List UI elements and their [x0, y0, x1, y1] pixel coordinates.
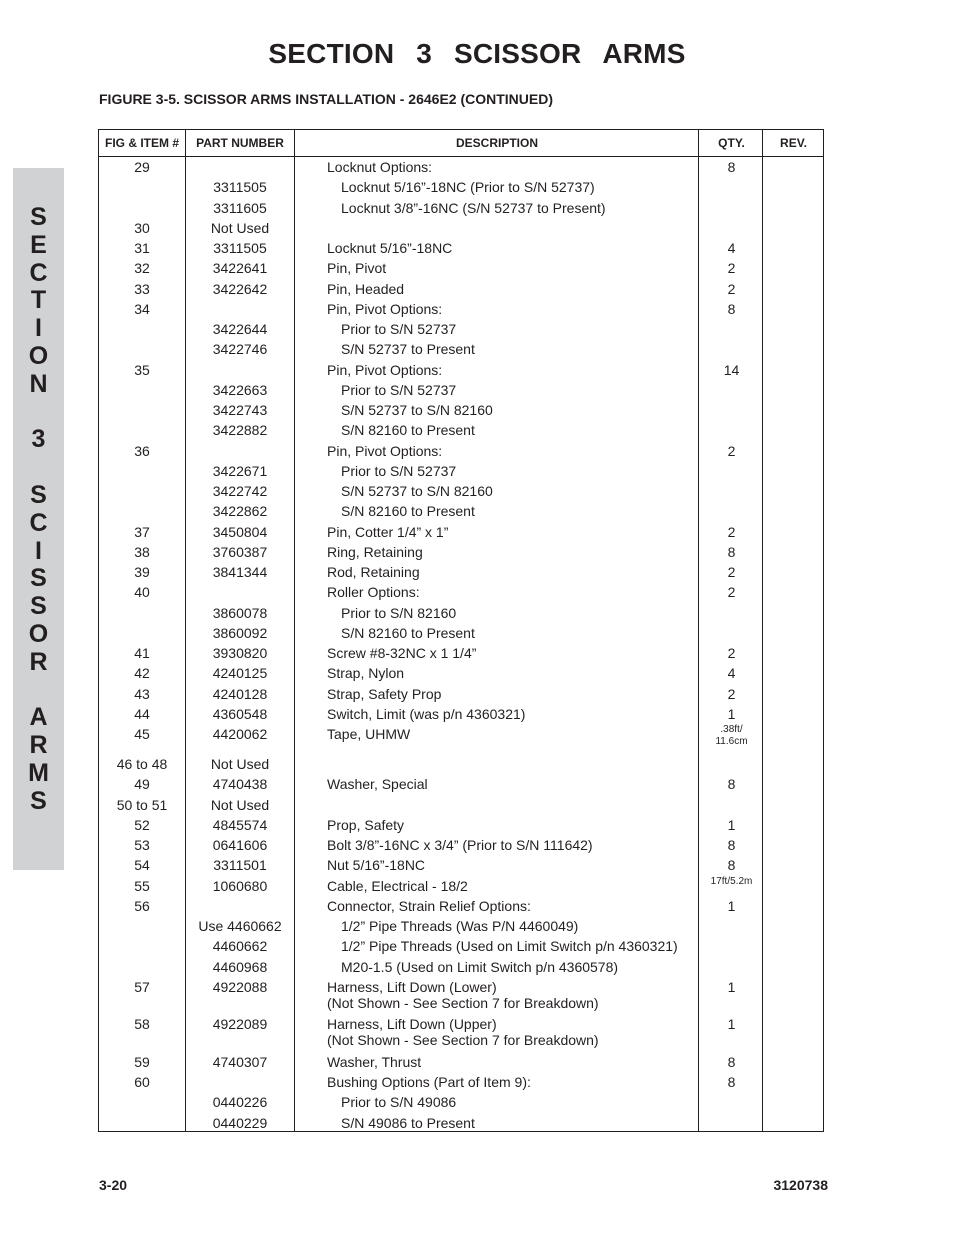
- part-number: 3422743: [212, 402, 268, 418]
- item-number: 53: [134, 837, 150, 853]
- part-number: Use 4460662: [198, 918, 282, 934]
- quantity-value: 2: [727, 645, 736, 661]
- quantity-value: 1: [727, 705, 736, 722]
- part-number: 3422882: [212, 422, 268, 439]
- description-line: Locknut Options:: [327, 159, 433, 175]
- quantity: [700, 857, 763, 873]
- part-number: 3841344: [212, 564, 268, 580]
- quantity-value: 8: [727, 1074, 736, 1090]
- description: [341, 503, 475, 519]
- description: [341, 959, 618, 975]
- side-tab-letter: I: [35, 536, 42, 565]
- quantity-value: 2: [727, 584, 736, 601]
- description: [341, 625, 475, 641]
- quantity: [700, 362, 763, 378]
- header-qty: QTY.: [718, 136, 745, 150]
- side-tab-letter: [13, 677, 64, 705]
- side-tab-letter: I: [35, 314, 42, 343]
- side-tab-letter: S: [30, 564, 47, 593]
- description-line: Harness, Lift Down (Lower): [327, 978, 497, 995]
- part-number: 3860078: [212, 604, 268, 621]
- side-tab-letter: [13, 454, 64, 482]
- description-line: Prior to S/N 52737: [341, 462, 457, 479]
- description-line: Pin, Cotter 1/4” x 1”: [327, 523, 449, 540]
- table-row: [99, 441, 823, 461]
- table-row: [99, 977, 823, 1015]
- description-line: S/N 49086 to Present: [341, 1114, 475, 1131]
- description: [341, 1094, 456, 1110]
- part-number: 3311505: [213, 240, 267, 256]
- table-row: [99, 319, 823, 339]
- description: [341, 200, 606, 216]
- table-row: [99, 815, 823, 835]
- item-number: 38: [134, 543, 150, 560]
- side-tab-letter: E: [30, 230, 47, 259]
- quantity-value: 8: [727, 300, 736, 317]
- item-number: 37: [134, 523, 150, 540]
- part-number: Not Used: [210, 796, 270, 813]
- part-number: 0641606: [212, 837, 268, 853]
- table-row: [99, 542, 823, 562]
- quantity-value: 8: [727, 857, 736, 874]
- side-tab-letter: 3: [31, 425, 46, 454]
- side-tab-letter: C: [29, 258, 48, 287]
- quantity: [700, 544, 763, 560]
- description-line: Prop, Safety: [327, 816, 405, 833]
- description: [327, 878, 468, 894]
- table-row: [99, 896, 823, 916]
- quantity: [700, 724, 763, 748]
- quantity: [700, 706, 763, 722]
- side-tab-letter: S: [30, 592, 47, 621]
- part-number: 3311501: [213, 857, 267, 874]
- description: [341, 341, 475, 357]
- quantity-value: 17ft/5.2m: [710, 875, 753, 887]
- part-number: 3422862: [212, 503, 268, 520]
- part-number: Not Used: [210, 219, 270, 236]
- description-line: Bolt 3/8”-16NC x 3/4” (Prior to S/N 111642): [327, 837, 593, 853]
- table-row: [99, 936, 823, 956]
- table-row: [99, 218, 823, 238]
- part-number: 0440226: [212, 1094, 268, 1111]
- quantity: [700, 837, 763, 853]
- description-line: Cable, Electrical - 18/2: [327, 877, 468, 894]
- description: [327, 645, 476, 661]
- description: [341, 402, 493, 418]
- description: [327, 898, 531, 914]
- quantity-value: 8: [727, 159, 736, 175]
- item-number: 60: [134, 1074, 150, 1090]
- part-number: 3860092: [212, 624, 268, 641]
- header-part-number: PART NUMBER: [196, 136, 284, 150]
- description-line: S/N 52737 to S/N 82160: [341, 483, 493, 499]
- description: [327, 706, 525, 722]
- description: [327, 1054, 421, 1070]
- description-line: Locknut 5/16”-18NC: [327, 240, 453, 256]
- table-row: [99, 1014, 823, 1052]
- quantity: [700, 301, 763, 317]
- quantity-value: 2: [727, 523, 736, 540]
- side-tab-letter: S: [30, 203, 47, 231]
- table-row: [99, 957, 823, 977]
- description: [327, 979, 599, 1011]
- table-row: [99, 1052, 823, 1072]
- description: [327, 1074, 531, 1090]
- table-row: [99, 258, 823, 278]
- part-number: 3760387: [212, 543, 268, 560]
- quantity: [700, 876, 763, 888]
- quantity: [700, 443, 763, 459]
- quantity-value: 8: [727, 837, 736, 853]
- table-row: [99, 177, 823, 197]
- quantity: [700, 979, 763, 995]
- description-line: Bushing Options (Part of Item 9):: [327, 1074, 531, 1090]
- description-line: Locknut 3/8”-16NC (S/N 52737 to Present): [341, 199, 606, 216]
- description: [327, 260, 386, 276]
- table-row: [99, 481, 823, 501]
- description: [341, 463, 456, 479]
- side-tab-letter: R: [29, 731, 48, 760]
- quantity-value: 2: [727, 564, 736, 580]
- table-row: [99, 339, 823, 359]
- description-line: Strap, Nylon: [327, 665, 405, 682]
- quantity: [700, 1054, 763, 1070]
- quantity-value: 1: [727, 897, 736, 914]
- table-row: [99, 461, 823, 481]
- table-row: [99, 380, 823, 400]
- item-number: 34: [134, 300, 150, 317]
- item-number: 41: [134, 645, 150, 661]
- quantity-value: 2: [727, 442, 736, 459]
- part-number: 3930820: [212, 645, 268, 661]
- table-row: [99, 299, 823, 319]
- description: [327, 1016, 599, 1048]
- part-number: 4740307: [212, 1053, 268, 1070]
- table-row: [99, 684, 823, 704]
- item-number: 30: [134, 219, 150, 236]
- item-number: 43: [134, 685, 150, 702]
- item-number: 54: [134, 857, 150, 874]
- quantity-value: 4: [727, 665, 736, 682]
- item-number: 31: [134, 240, 150, 256]
- table-row: [99, 562, 823, 582]
- description-line: S/N 52737 to Present: [341, 341, 475, 358]
- description: [327, 726, 410, 742]
- part-number: 4360548: [212, 705, 268, 722]
- description-line: 1/2” Pipe Threads (Used on Limit Switch p/n 4360321): [341, 938, 678, 955]
- table-row: [99, 501, 823, 521]
- side-tab-letter: M: [28, 758, 49, 787]
- description: [341, 1115, 475, 1131]
- description-line: Connector, Strain Relief Options:: [327, 897, 531, 914]
- side-tab-letter: N: [29, 369, 48, 398]
- item-number: 57: [134, 978, 150, 995]
- description: [341, 382, 456, 398]
- table-row: [99, 835, 823, 855]
- part-number: 3311505: [213, 179, 267, 196]
- table-row: [99, 704, 823, 724]
- item-number: 32: [134, 260, 150, 277]
- part-number: 3422644: [212, 321, 268, 337]
- header-rev: REV.: [780, 136, 807, 150]
- quantity: [700, 645, 763, 661]
- quantity: [700, 898, 763, 914]
- description: [341, 605, 456, 621]
- description-line: Switch, Limit (was p/n 4360321): [327, 705, 526, 722]
- description: [327, 362, 442, 378]
- item-number: 58: [134, 1016, 150, 1033]
- description: [327, 776, 428, 792]
- description: [341, 321, 456, 337]
- part-number: 4460968: [212, 958, 268, 975]
- quantity-value: 8: [727, 543, 736, 560]
- description-line: 1/2” Pipe Threads (Was P/N 4460049): [341, 918, 579, 934]
- quantity-value: 2: [727, 260, 736, 277]
- table-row: [99, 774, 823, 794]
- table-row: [99, 238, 823, 258]
- table-row: [99, 876, 823, 896]
- page-number: 3-20: [99, 1177, 128, 1193]
- description: [327, 159, 432, 175]
- item-number: 44: [134, 705, 150, 722]
- table-row: [99, 420, 823, 440]
- part-number: 4922088: [212, 978, 268, 995]
- side-tab-letter: [13, 399, 64, 427]
- table-row: [99, 279, 823, 299]
- description-line: Pin, Pivot Options:: [327, 442, 443, 459]
- item-number: 35: [134, 361, 150, 378]
- header-description: DESCRIPTION: [455, 136, 538, 150]
- quantity-value: 14: [723, 361, 740, 378]
- part-number: 4922089: [212, 1016, 268, 1033]
- quantity: [700, 159, 763, 175]
- description: [327, 301, 442, 317]
- quantity: [700, 1016, 763, 1032]
- table-row: [99, 855, 823, 875]
- description-line: S/N 82160 to Present: [341, 624, 475, 641]
- item-number: 52: [134, 816, 150, 833]
- document-number: 3120738: [773, 1177, 828, 1193]
- quantity-value: 2: [727, 685, 736, 702]
- quantity-value: 8: [727, 776, 736, 793]
- quantity: [700, 564, 763, 580]
- description: [327, 524, 448, 540]
- description: [341, 179, 595, 195]
- table-row: [99, 157, 823, 177]
- quantity-value: 1: [727, 1016, 736, 1033]
- description-line: Harness, Lift Down (Upper): [327, 1016, 497, 1033]
- quantity-metric: 11.6cm: [715, 736, 748, 747]
- quantity-value: 1: [727, 816, 736, 833]
- part-number: 3311605: [213, 199, 267, 216]
- item-number: 45: [134, 726, 150, 742]
- table-row: [99, 724, 823, 754]
- description-line: Prior to S/N 82160: [341, 604, 457, 621]
- quantity-value: 8: [727, 1053, 736, 1070]
- table-row: [99, 1072, 823, 1092]
- table-row: [99, 623, 823, 643]
- description: [327, 443, 442, 459]
- quantity: [700, 281, 763, 297]
- quantity: [700, 584, 763, 600]
- part-number: 3422671: [212, 462, 268, 479]
- description-line: Strap, Safety Prop: [327, 685, 442, 702]
- table-row: [99, 663, 823, 683]
- description: [327, 686, 441, 702]
- description-line: Washer, Special: [327, 776, 428, 793]
- quantity-value: .38ft/: [720, 724, 743, 735]
- table-row: [99, 795, 823, 815]
- part-number: 4460662: [212, 938, 268, 955]
- description-line: Pin, Pivot: [327, 260, 387, 277]
- item-number: 40: [134, 584, 150, 601]
- description-line: Rod, Retaining: [327, 564, 420, 580]
- quantity: [700, 1074, 763, 1090]
- description: [327, 240, 452, 256]
- part-number: 3422742: [212, 483, 268, 499]
- item-number: 55: [134, 877, 150, 894]
- table-row: [99, 522, 823, 542]
- table-row: [99, 916, 823, 936]
- section-side-tab: [13, 168, 64, 870]
- description: [327, 564, 420, 580]
- description: [327, 817, 404, 833]
- description: [341, 483, 493, 499]
- part-number: 4240128: [212, 685, 268, 702]
- part-number: 4740438: [212, 776, 268, 793]
- item-number: 46 to 48: [116, 756, 168, 772]
- item-number: 36: [134, 442, 150, 459]
- quantity-value: 2: [727, 280, 736, 297]
- side-tab-letter: T: [30, 286, 47, 315]
- description-line: Nut 5/16”-18NC: [327, 857, 426, 874]
- side-tab-letter: S: [30, 786, 47, 815]
- side-tab-letter: A: [29, 703, 48, 732]
- description: [341, 938, 678, 954]
- item-number: 56: [134, 897, 150, 914]
- side-tab-letter: R: [29, 647, 48, 676]
- table-row: [99, 198, 823, 218]
- item-number: 29: [134, 159, 150, 175]
- item-number: 42: [134, 665, 150, 682]
- table-row: [99, 360, 823, 380]
- header-fig-item: FIG & ITEM #: [104, 136, 179, 150]
- part-number: 0440229: [212, 1114, 268, 1131]
- side-tab-letter: O: [28, 619, 49, 648]
- figure-title: FIGURE 3-5. SCISSOR ARMS INSTALLATION - 2646E2 (CONTINUED): [99, 91, 554, 107]
- description-line: Roller Options:: [327, 584, 420, 601]
- description-line: Pin, Pivot Options:: [327, 361, 443, 378]
- quantity: [700, 524, 763, 540]
- quantity-value: 4: [727, 240, 736, 256]
- description-line: Prior to S/N 52737: [341, 381, 457, 398]
- part-number: 4240125: [212, 665, 268, 682]
- item-number: 33: [134, 280, 150, 297]
- side-tab-letter: S: [30, 480, 47, 509]
- description-line: S/N 82160 to Present: [341, 422, 475, 439]
- description: [341, 422, 475, 438]
- table-body: [99, 157, 823, 1133]
- quantity: [700, 665, 763, 681]
- description-line: Locknut 5/16”-18NC (Prior to S/N 52737): [341, 179, 595, 196]
- part-number: Not Used: [210, 756, 270, 772]
- description-line: Ring, Retaining: [327, 543, 423, 560]
- description-line: Washer, Thrust: [327, 1053, 422, 1070]
- part-number: 4420062: [212, 726, 268, 742]
- quantity: [700, 776, 763, 792]
- side-tab-letters: [13, 204, 64, 816]
- description: [327, 544, 423, 560]
- quantity: [700, 240, 763, 256]
- table-row: [99, 1092, 823, 1112]
- part-number: 3422641: [212, 260, 268, 277]
- item-number: 50 to 51: [116, 796, 168, 813]
- description: [327, 584, 420, 600]
- table-row: [99, 754, 823, 774]
- page-title: SECTION 3 SCISSOR ARMS: [268, 38, 686, 69]
- table-row: [99, 582, 823, 602]
- description-line: Prior to S/N 49086: [341, 1094, 457, 1111]
- description-line: Pin, Headed: [327, 280, 405, 297]
- description-line: S/N 52737 to S/N 82160: [341, 402, 493, 418]
- part-number: 4845574: [212, 816, 268, 833]
- description: [327, 857, 425, 873]
- side-tab-letter: C: [29, 508, 48, 537]
- description: [341, 918, 578, 934]
- description-note: (Not Shown - See Section 7 for Breakdown): [327, 994, 599, 1011]
- quantity: [700, 260, 763, 276]
- description: [327, 665, 404, 681]
- item-number: 49: [134, 776, 150, 793]
- table-row: [99, 643, 823, 663]
- quantity-value: 1: [727, 978, 736, 995]
- description: [327, 837, 593, 853]
- part-number: 1060680: [212, 877, 268, 894]
- item-number: 59: [134, 1053, 150, 1070]
- description-line: Pin, Pivot Options:: [327, 300, 443, 317]
- description-line: Screw #8-32NC x 1 1/4”: [327, 645, 477, 661]
- description: [327, 281, 404, 297]
- part-number: 3450804: [212, 523, 268, 540]
- quantity: [700, 686, 763, 702]
- description-line: S/N 82160 to Present: [341, 503, 475, 520]
- description-line: Tape, UHMW: [327, 726, 411, 742]
- part-number: 3422663: [212, 381, 268, 398]
- description-line: M20-1.5 (Used on Limit Switch p/n 4360578): [341, 958, 619, 975]
- description-note: (Not Shown - See Section 7 for Breakdown): [327, 1032, 599, 1049]
- side-tab-letter: O: [28, 341, 49, 370]
- item-number: 39: [134, 564, 150, 580]
- part-number: 3422746: [212, 341, 268, 358]
- part-number: 3422642: [212, 280, 268, 297]
- table-row: [99, 400, 823, 420]
- table-row: [99, 603, 823, 623]
- quantity: [700, 817, 763, 833]
- description-line: Prior to S/N 52737: [341, 321, 457, 337]
- parts-table: [98, 129, 824, 1132]
- table-row: [99, 1113, 823, 1133]
